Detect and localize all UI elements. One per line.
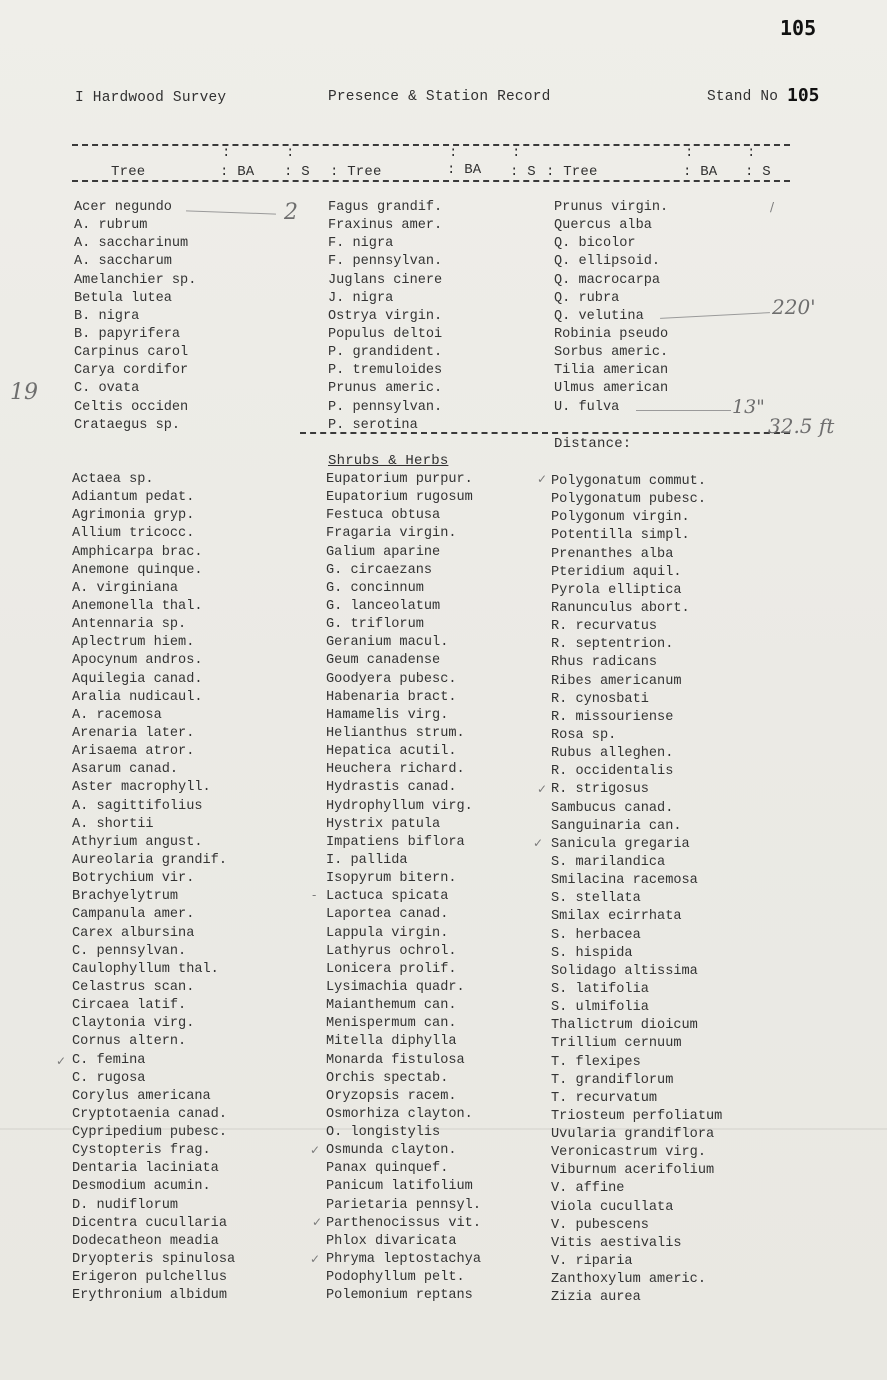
species-entry: Sanguinaria can. [551, 818, 682, 834]
species-entry: Rubus alleghen. [551, 746, 674, 762]
species-entry: Hystrix patula [326, 816, 441, 832]
species-entry: Dicentra cucullaria [72, 1215, 227, 1231]
species-entry: Anemonella thal. [72, 598, 203, 614]
species-entry: Panicum latifolium [326, 1179, 473, 1195]
species-entry: Desmodium acumin. [72, 1179, 211, 1195]
species-entry: Uvularia grandiflora [551, 1127, 715, 1143]
species-entry: Campanula amer. [72, 907, 195, 923]
species-entry: T. grandiflorum [551, 1072, 674, 1088]
species-entry: Agrimonia gryp. [72, 508, 195, 524]
species-entry: G. concinnum [326, 580, 424, 596]
species-entry: Monarda fistulosa [326, 1052, 465, 1068]
species-entry: Lonicera prolif. [326, 961, 457, 977]
handwritten-margin-number: 19 [10, 380, 38, 405]
species-entry: Parietaria pennsyl. [326, 1197, 481, 1213]
species-entry: Veronicastrum virg. [551, 1145, 706, 1161]
species-entry: Viburnum acerifolium [551, 1163, 715, 1179]
species-entry: Geum canadense [326, 653, 441, 669]
check-mark-icon: ✓ [537, 782, 548, 796]
species-entry: Amphicarpa brac. [72, 544, 203, 560]
species-entry: Smilax ecirrhata [551, 909, 682, 925]
species-entry: Galium aparine [326, 544, 441, 560]
species-entry: Aralia nudicaul. [72, 689, 203, 705]
species-entry: Carya cordifor [74, 363, 189, 379]
species-entry: Fragaria virgin. [326, 526, 457, 542]
col-header-ba-3: : BA [683, 164, 718, 180]
stand-label: Stand No [707, 89, 779, 105]
species-entry: Quercus alba [554, 218, 652, 234]
species-entry: A. racemosa [72, 707, 162, 723]
species-entry: Pyrola elliptica [551, 582, 682, 598]
species-entry: Pteridium aquil. [551, 564, 682, 580]
species-entry: Cryptotaenia canad. [72, 1106, 227, 1122]
species-entry: S. latifolia [551, 981, 649, 997]
species-entry: O. longistylis [326, 1125, 441, 1141]
pencil-line [660, 312, 770, 319]
species-entry: Allium tricocc. [72, 526, 195, 542]
species-entry: Habenaria bract. [326, 689, 457, 705]
species-entry: Polygonum virgin. [551, 510, 690, 526]
shrubs-herbs-heading: Shrubs & Herbs [328, 453, 449, 469]
col-header-s-1: : S [284, 164, 310, 180]
species-entry: Zanthoxylum americ. [551, 1272, 706, 1288]
species-entry: Potentilla simpl. [551, 528, 690, 544]
herb-column-1 [72, 471, 235, 1305]
species-entry: Arenaria later. [72, 725, 195, 741]
species-entry: Antennaria sp. [72, 617, 187, 633]
species-entry: Q. rubra [554, 290, 620, 306]
species-entry: Celtis occiden [74, 399, 189, 415]
header-rule-top [72, 144, 790, 146]
species-entry: Impatiens biflora [326, 834, 465, 850]
col-header-tree-2: : Tree [330, 164, 382, 180]
check-mark-icon: ✓ [310, 1252, 321, 1266]
species-entry: Prunus americ. [328, 381, 443, 397]
species-entry: Dodecatheon meadia [72, 1233, 219, 1249]
species-entry: Robinia pseudo [554, 326, 669, 342]
species-entry: C. ovata [74, 381, 140, 397]
species-entry: R. missouriense [551, 709, 674, 725]
species-entry: Panax quinquef. [326, 1161, 449, 1177]
record-title: Presence & Station Record [328, 89, 551, 105]
tree-column-3 [554, 199, 668, 417]
species-entry: Adiantum pedat. [72, 490, 195, 506]
species-entry: Zizia aurea [551, 1290, 641, 1306]
species-entry: Aplectrum hiem. [72, 635, 195, 651]
species-entry: Hamamelis virg. [326, 707, 449, 723]
species-entry: Mitella diphylla [326, 1034, 457, 1050]
species-entry: A. rubrum [74, 218, 148, 234]
stand-number: 105 [787, 85, 820, 106]
species-entry: Osmorhiza clayton. [326, 1106, 473, 1122]
species-entry: P. grandident. [328, 345, 443, 361]
species-entry: S. hispida [551, 945, 633, 961]
species-entry: S. herbacea [551, 927, 641, 943]
species-entry: Maianthemum can. [326, 998, 457, 1014]
species-entry: R. occidentalis [551, 764, 674, 780]
species-entry: Tilia american [554, 363, 669, 379]
species-entry: V. riparia [551, 1254, 633, 1270]
separator-mark: : [222, 145, 231, 161]
col-header-ba-2: : BA [447, 162, 482, 178]
species-entry: Sambucus canad. [551, 800, 674, 816]
species-entry: Apocynum andros. [72, 653, 203, 669]
species-entry: Circaea latif. [72, 998, 187, 1014]
separator-mark: : [685, 145, 694, 161]
species-entry: Aquilegia canad. [72, 671, 203, 687]
species-entry: Podophyllum pelt. [326, 1270, 465, 1286]
species-entry: U. fulva [554, 399, 620, 415]
handwritten-fulva-value: 13" [732, 396, 765, 418]
handwritten-acer-ba: 2 [284, 200, 298, 225]
species-entry: Caulophyllum thal. [72, 961, 219, 977]
separator-mark: : [449, 145, 458, 161]
species-entry: Rosa sp. [551, 727, 617, 743]
tree-column-2 [328, 199, 442, 435]
species-entry: Erigeron pulchellus [72, 1270, 227, 1286]
species-entry: Rhus radicans [551, 655, 658, 671]
herb-column-2 [326, 471, 481, 1305]
species-entry: Cornus altern. [72, 1034, 187, 1050]
species-entry: Phryma leptostachya [326, 1252, 481, 1268]
species-entry: Q. ellipsoid. [554, 254, 661, 270]
species-entry: Phlox divaricata [326, 1233, 457, 1249]
species-entry: Polygonatum pubesc. [551, 492, 706, 508]
species-entry: Helianthus strum. [326, 725, 465, 741]
species-entry: Athyrium angust. [72, 834, 203, 850]
species-entry: Cystopteris frag. [72, 1143, 211, 1159]
species-entry: Eupatorium rugosum [326, 490, 473, 506]
check-mark-icon: - [312, 888, 317, 902]
handwritten-velutina-value: 220' [772, 295, 816, 319]
species-entry: Dentaria laciniata [72, 1161, 219, 1177]
species-entry: A. saccharinum [74, 236, 189, 252]
survey-title: I Hardwood Survey [75, 90, 227, 106]
species-entry: T. flexipes [551, 1054, 641, 1070]
species-entry: Trillium cernuum [551, 1036, 682, 1052]
col-header-ba-1: : BA [220, 164, 255, 180]
species-entry: Geranium macul. [326, 635, 449, 651]
species-entry: Q. macrocarpa [554, 272, 661, 288]
species-entry: Anemone quinque. [72, 562, 203, 578]
species-entry: Parthenocissus vit. [326, 1215, 481, 1231]
species-entry: Prenanthes alba [551, 546, 674, 562]
species-entry: Carex albursina [72, 925, 195, 941]
species-entry: A. saccharum [74, 254, 172, 270]
species-entry: P. serotina [328, 417, 418, 433]
species-entry: Lysimachia quadr. [326, 979, 465, 995]
species-entry: Brachyelytrum [72, 889, 179, 905]
species-entry: Menispermum can. [326, 1016, 457, 1032]
species-entry: V. pubescens [551, 1217, 649, 1233]
species-entry: Aureolaria grandif. [72, 852, 227, 868]
separator-mark: : [747, 145, 756, 161]
distance-label: Distance: [554, 436, 632, 452]
species-entry: Arisaema atror. [72, 744, 195, 760]
species-entry: Ranunculus abort. [551, 600, 690, 616]
herb-column-3 [551, 473, 722, 1307]
species-entry: Corylus americana [72, 1088, 211, 1104]
species-entry: Eupatorium purpur. [326, 472, 473, 487]
species-entry: Polygonatum commut. [551, 474, 706, 489]
species-entry: C. pennsylvan. [72, 943, 187, 959]
species-entry: Claytonia virg. [72, 1016, 195, 1032]
species-entry: Populus deltoi [328, 326, 443, 342]
species-entry: P. pennsylvan. [328, 399, 443, 415]
species-entry: Lactuca spicata [326, 889, 449, 905]
species-entry: R. strigosus [551, 782, 649, 798]
col-header-tree-1: Tree [111, 164, 146, 180]
check-mark-icon: ✓ [56, 1054, 67, 1068]
species-entry: Osmunda clayton. [326, 1143, 457, 1159]
species-entry: Cypripedium pubesc. [72, 1125, 227, 1141]
col-header-tree-3: : Tree [546, 164, 598, 180]
species-entry: Celastrus scan. [72, 979, 195, 995]
species-entry: Thalictrum dioicum [551, 1018, 698, 1034]
species-entry: Botrychium vir. [72, 871, 195, 887]
species-entry: A. shortii [72, 816, 154, 832]
species-entry: F. pennsylvan. [328, 254, 443, 270]
pencil-tick: / [770, 200, 775, 214]
species-entry: Juglans cinere [328, 272, 443, 288]
check-mark-icon: ✓ [533, 836, 544, 850]
stamp-number: 105 [780, 16, 817, 40]
species-entry: F. nigra [328, 236, 394, 252]
species-entry: R. recurvatus [551, 619, 658, 635]
check-mark-icon: ✓ [310, 1143, 321, 1157]
species-entry: A. sagittifolius [72, 798, 203, 814]
species-entry: S. stellata [551, 891, 641, 907]
species-entry: Ribes americanum [551, 673, 682, 689]
separator-mark: : [512, 145, 521, 161]
species-entry: P. tremuloides [328, 363, 443, 379]
species-entry: Aster macrophyll. [72, 780, 211, 796]
pencil-line [186, 210, 276, 214]
species-entry: Fraxinus amer. [328, 218, 443, 234]
species-entry: Isopyrum bitern. [326, 871, 457, 887]
species-entry: Q. velutina [554, 308, 644, 324]
species-entry: Solidago altissima [551, 963, 698, 979]
handwritten-distance-value: 32.5 ft [768, 414, 835, 438]
species-entry: Viola cucullata [551, 1199, 674, 1215]
species-entry: G. triflorum [326, 617, 424, 633]
species-entry: Sanicula gregaria [551, 836, 690, 852]
species-entry: Polemonium reptans [326, 1288, 473, 1304]
species-entry: Ulmus american [554, 381, 669, 397]
species-entry: B. nigra [74, 308, 140, 324]
species-entry: Q. bicolor [554, 236, 636, 252]
check-mark-icon: ✓ [537, 472, 548, 486]
species-entry: G. circaezans [326, 562, 433, 578]
species-entry: Hydrastis canad. [326, 780, 457, 796]
species-entry: J. nigra [328, 290, 394, 306]
pencil-line [636, 410, 731, 411]
species-entry: Fagus grandif. [328, 200, 443, 215]
species-entry: Lappula virgin. [326, 925, 449, 941]
species-entry: Heuchera richard. [326, 762, 465, 778]
species-entry: Goodyera pubesc. [326, 671, 457, 687]
species-entry: Carpinus carol [74, 345, 189, 361]
species-entry: C. rugosa [72, 1070, 146, 1086]
species-entry: Crataegus sp. [74, 417, 181, 433]
species-entry: G. lanceolatum [326, 598, 441, 614]
species-entry: Asarum canad. [72, 762, 179, 778]
species-entry: Hepatica acutil. [326, 744, 457, 760]
col-header-s-3: : S [745, 164, 771, 180]
species-entry: Sorbus americ. [554, 345, 669, 361]
species-entry: Erythronium albidum [72, 1288, 227, 1304]
tree-column-1 [74, 199, 196, 435]
species-entry: Festuca obtusa [326, 508, 441, 524]
col-header-s-2: : S [510, 164, 536, 180]
species-entry: Lathyrus ochrol. [326, 943, 457, 959]
species-entry: Oryzopsis racem. [326, 1088, 457, 1104]
species-entry: S. ulmifolia [551, 1000, 649, 1016]
species-entry: T. recurvatum [551, 1090, 658, 1106]
check-mark-icon: ✓ [312, 1215, 323, 1229]
species-entry: Hydrophyllum virg. [326, 798, 473, 814]
species-entry: Orchis spectab. [326, 1070, 449, 1086]
species-entry: Triosteum perfoliatum [551, 1108, 723, 1124]
species-entry: Acer negundo [74, 200, 172, 215]
species-entry: B. papyrifera [74, 326, 181, 342]
species-entry: Dryopteris spinulosa [72, 1252, 236, 1268]
species-entry: Ostrya virgin. [328, 308, 443, 324]
separator-mark: : [286, 145, 295, 161]
section-divider [300, 432, 790, 434]
species-entry: Actaea sp. [72, 472, 154, 487]
species-entry: C. femina [72, 1052, 146, 1068]
species-entry: R. cynosbati [551, 691, 649, 707]
species-entry: A. virginiana [72, 580, 179, 596]
species-entry: Smilacina racemosa [551, 873, 698, 889]
species-entry: Betula lutea [74, 290, 172, 306]
species-entry: I. pallida [326, 852, 408, 868]
species-entry: Vitis aestivalis [551, 1235, 682, 1251]
header-rule-bottom [72, 180, 790, 182]
species-entry: Laportea canad. [326, 907, 449, 923]
species-entry: S. marilandica [551, 854, 666, 870]
species-entry: D. nudiflorum [72, 1197, 179, 1213]
species-entry: R. septentrion. [551, 637, 674, 653]
species-entry: Prunus virgin. [554, 200, 669, 215]
species-entry: Amelanchier sp. [74, 272, 197, 288]
species-entry: V. affine [551, 1181, 625, 1197]
